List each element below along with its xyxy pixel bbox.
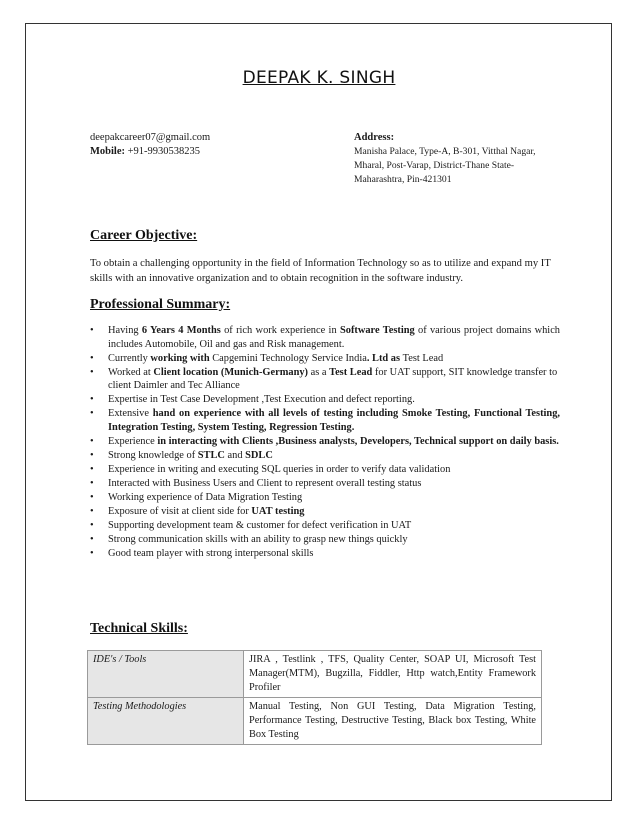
emphasis-text: hand on experience with all levels of testing including Smoke Testing, Functional Testing, Integration Testing, System Testing, Regression Testing. <box>108 408 560 433</box>
list-item <box>90 505 560 519</box>
list-item <box>90 477 560 491</box>
item-text: Expertise in Test Case Development ,Test Execution and defect reporting. <box>108 394 415 406</box>
item-text: as a <box>308 366 330 378</box>
address-line: Mharal, Post-Varap, District-Thane State- <box>354 160 515 171</box>
bullet-icon: • <box>90 435 94 447</box>
item-text: of various project domains which includes Automobile, Oil and gas and Risk management. <box>108 325 560 350</box>
item-text: Extensive <box>108 408 149 420</box>
item-text: Supporting development team & customer for defect verification in UAT <box>108 519 412 531</box>
emphasis-text: 6 Years 4 Months <box>141 325 221 336</box>
bullet-icon: • <box>90 533 94 545</box>
emphasis-text: SDLC <box>245 449 273 461</box>
address-block <box>354 131 536 187</box>
emphasis-text: working with <box>147 352 213 364</box>
list-item <box>90 491 560 505</box>
candidate-name: DEEPAK K. SINGH <box>242 68 396 88</box>
item-text: of rich work experience in <box>220 325 340 336</box>
item-text: Capgemini Technology Service India <box>212 352 367 364</box>
bullet-icon: • <box>90 366 94 378</box>
career-objective-text: To obtain a challenging opportunity in the field of Information Technology so as to utilize and expand my IT skills with an innovative organization and to obtain recognition in the software industry. <box>90 258 551 284</box>
list-item <box>90 366 560 393</box>
bullet-icon: • <box>90 394 94 406</box>
item-text: Worked at <box>108 366 154 378</box>
mobile-value: +91-9930538235 <box>125 146 201 157</box>
list-item <box>90 533 560 547</box>
emphasis-text: Client location (Munich-Germany) <box>153 366 309 378</box>
skills-table <box>87 650 542 745</box>
list-item <box>90 352 560 366</box>
item-text: Strong knowledge of <box>108 449 198 461</box>
address-line: Maharashtra, Pin-421301 <box>354 174 452 185</box>
item-text: Experience in writing and executing SQL queries in order to verify data validation <box>108 463 451 475</box>
list-item <box>90 463 560 477</box>
item-text: Exposure of visit at client side for <box>108 505 252 517</box>
summary-list <box>90 324 560 561</box>
skill-values: Manual Testing, Non GUI Testing, Data Migration Testing, Performance Testing, Destructive Testing, Black box Testing, White Box Testing <box>244 698 542 745</box>
item-text: Experience <box>108 435 155 447</box>
item-text: Working experience of Data Migration Testing <box>108 491 303 503</box>
address-label: Address: <box>354 132 395 143</box>
emphasis-text: Test Lead <box>329 366 373 378</box>
table-row <box>88 698 542 745</box>
mobile-line <box>90 145 210 159</box>
emphasis-text: Software Testing <box>339 325 415 336</box>
bullet-icon: • <box>90 352 94 364</box>
bullet-icon: • <box>90 408 94 420</box>
list-item <box>90 547 560 561</box>
list-item <box>90 407 560 434</box>
list-item <box>90 324 560 351</box>
skill-values: JIRA , Testlink , TFS, Quality Center, SOAP UI, Microsoft Test Manager(MTM), Bugzilla, Fiddler, Http watch,Entity Framework Profiler <box>244 651 542 698</box>
contact-block <box>90 131 210 159</box>
career-objective-heading: Career Objective: <box>90 228 198 243</box>
list-item <box>90 393 560 407</box>
item-text: Test Lead <box>402 352 444 364</box>
emphasis-text: . Ltd as <box>366 352 403 364</box>
address-line: Manisha Palace, Type-A, B-301, Vitthal Nagar, <box>354 146 536 157</box>
bullet-icon: • <box>90 449 94 461</box>
skill-category: Testing Methodologies <box>88 698 244 745</box>
item-text: Having <box>108 325 142 336</box>
list-item <box>90 519 560 533</box>
item-text: for UAT support, SIT knowledge transfer to client Daimler and Tec Alliance <box>108 366 558 392</box>
emphasis-text: in interacting with Clients ,Business analysts, Developers, Technical support on daily basis. <box>154 435 559 447</box>
bullet-icon: • <box>90 325 94 336</box>
item-text: Strong communication skills with an ability to grasp new things quickly <box>108 533 408 545</box>
table-row <box>88 651 542 698</box>
bullet-icon: • <box>90 547 94 559</box>
emphasis-text: UAT testing <box>251 505 305 517</box>
item-text: Good team player with strong interpersonal skills <box>108 547 314 559</box>
bullet-icon: • <box>90 491 94 503</box>
item-text: Currently <box>108 352 148 364</box>
mobile-label: Mobile: <box>90 146 125 157</box>
item-text: and <box>224 449 246 461</box>
list-item <box>90 449 560 463</box>
list-item <box>90 435 560 449</box>
emphasis-text: STLC <box>197 449 225 461</box>
bullet-icon: • <box>90 519 94 531</box>
item-text: Interacted with Business Users and Client to represent overall testing status <box>108 477 422 489</box>
technical-skills-heading: Technical Skills: <box>90 621 188 636</box>
bullet-icon: • <box>90 463 94 475</box>
bullet-icon: • <box>90 477 94 489</box>
bullet-icon: • <box>90 505 94 517</box>
skill-category: IDE's / Tools <box>88 651 244 698</box>
professional-summary-heading: Professional Summary: <box>90 297 231 312</box>
email-text: deepakcareer07@gmail.com <box>90 132 211 143</box>
